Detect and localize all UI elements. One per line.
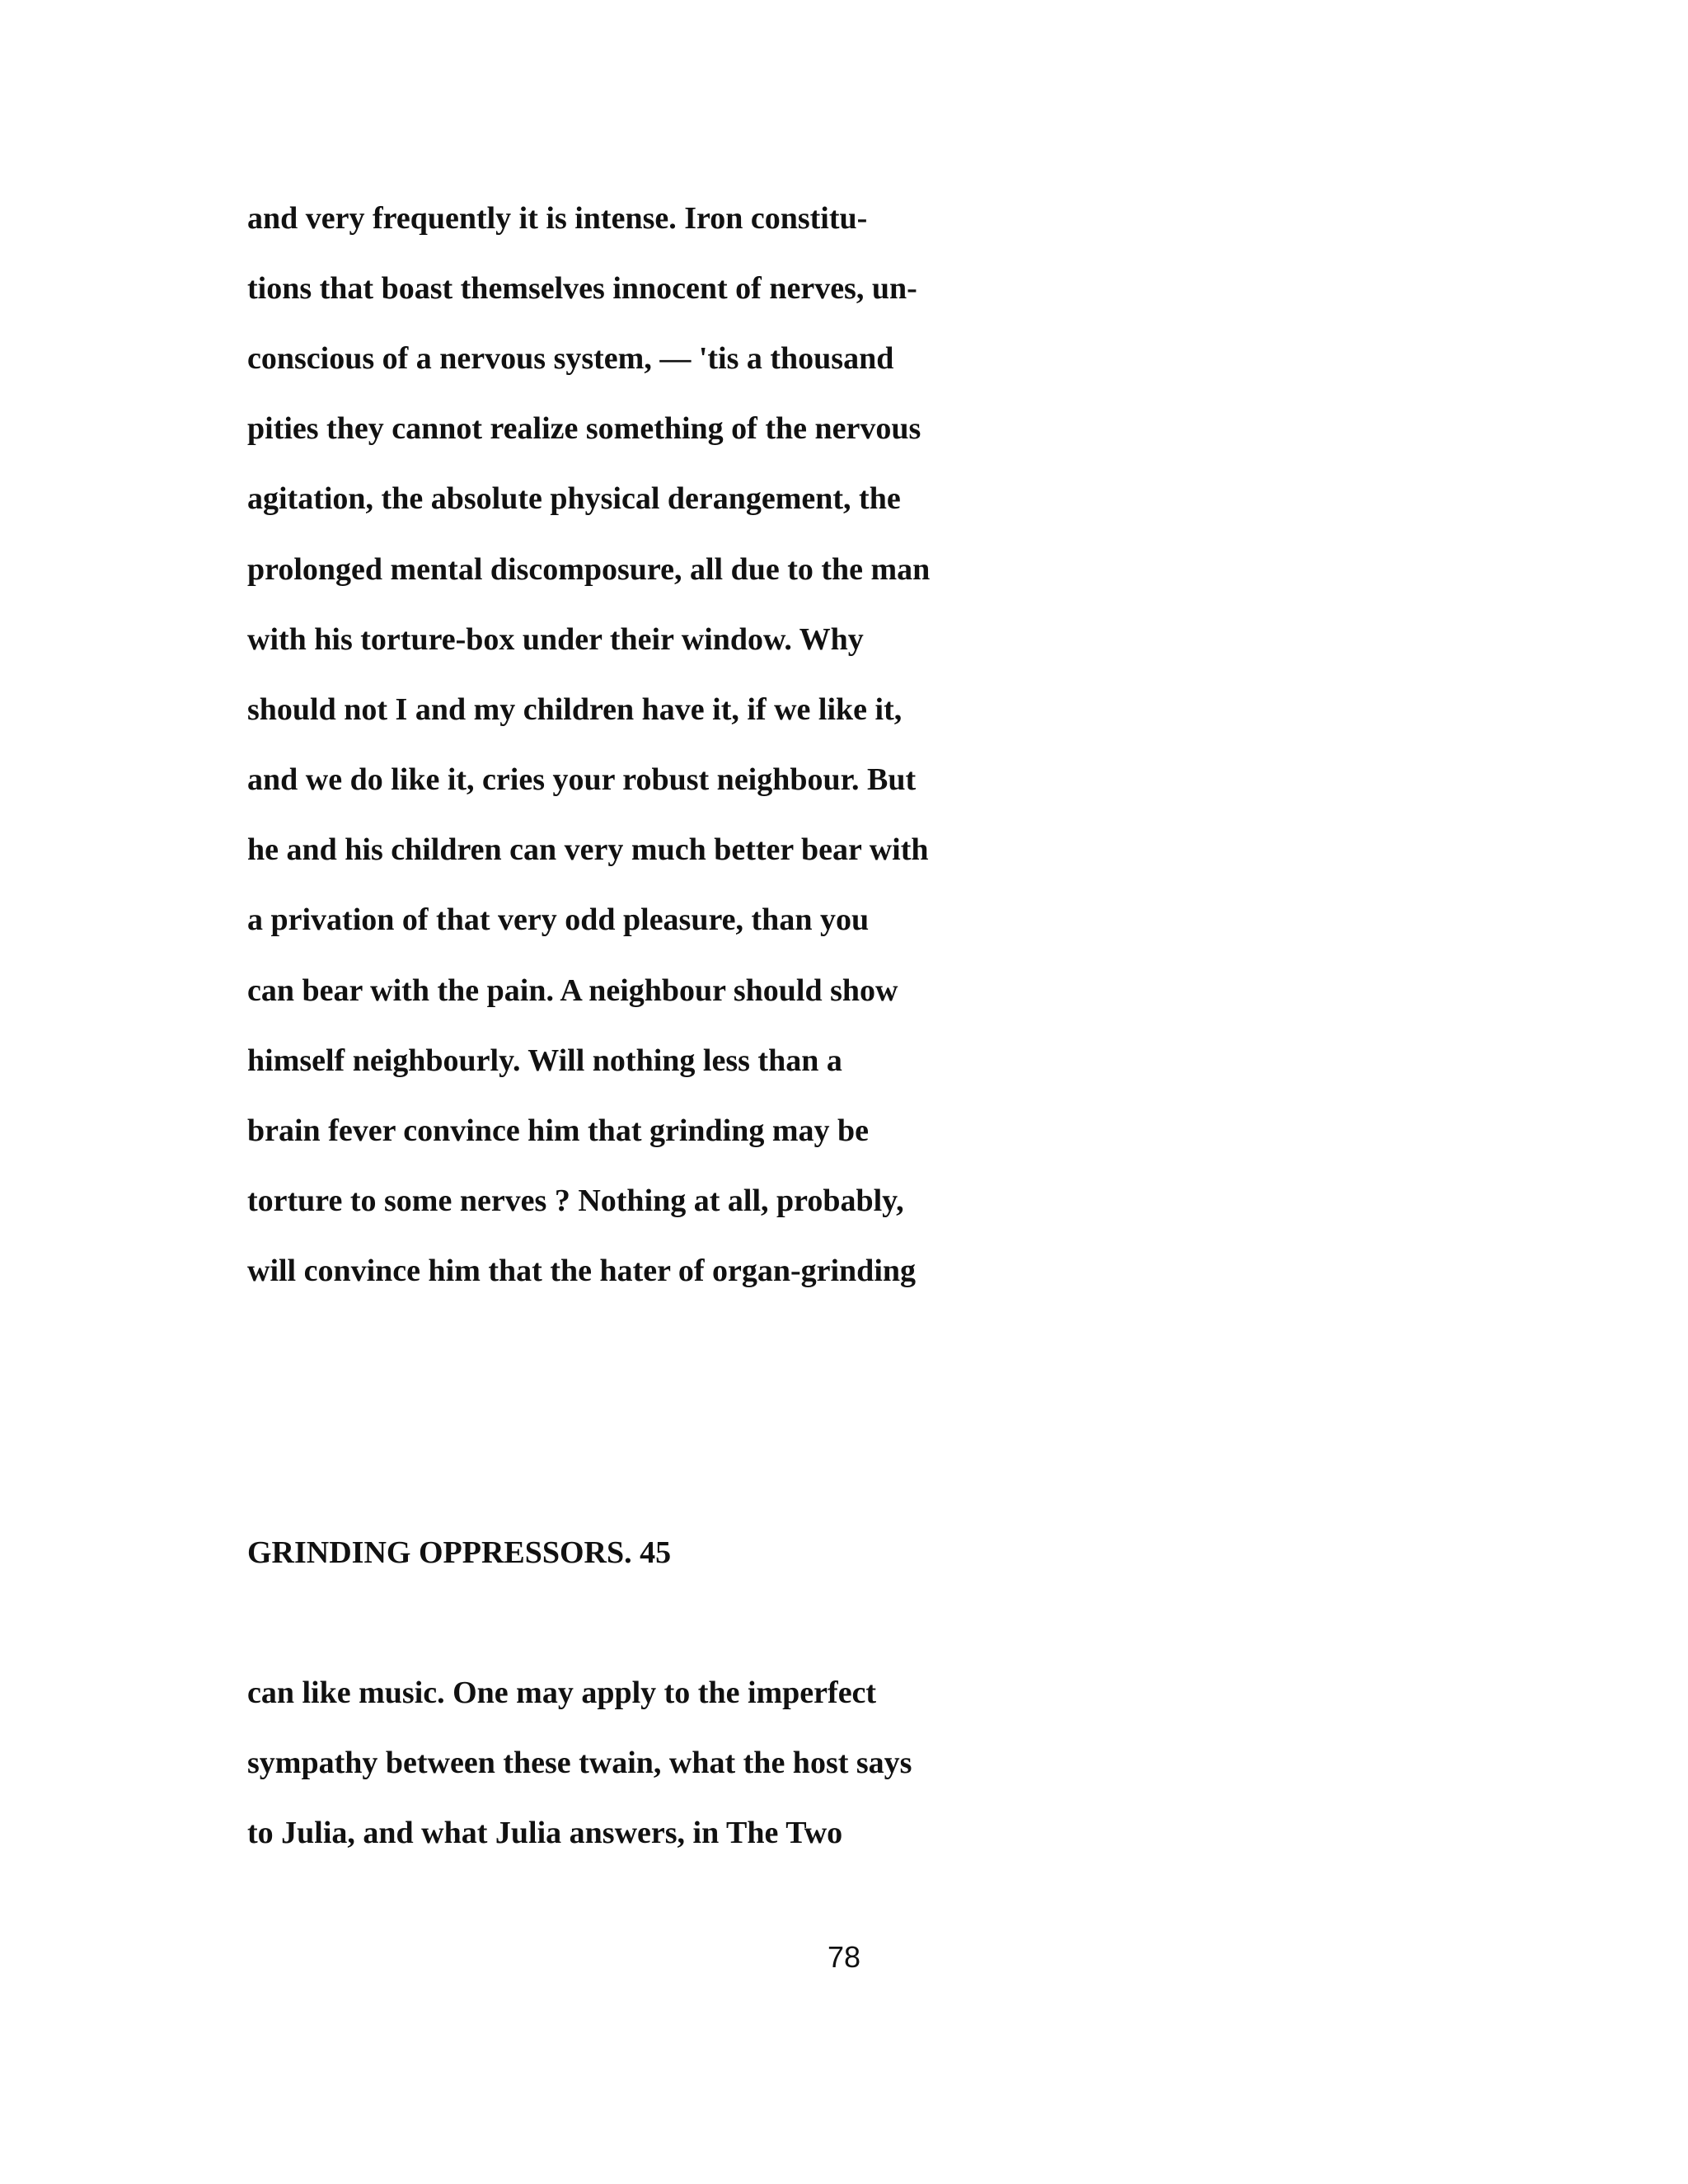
text-line: can like music. One may apply to the imperfect <box>247 1675 877 1710</box>
text-line: torture to some nerves ? Nothing at all, probably, <box>247 1183 904 1218</box>
text-line: a privation of that very odd pleasure, than you <box>247 902 870 937</box>
text-line: pities they cannot realize something of the nervous <box>247 411 921 446</box>
text-line: with his torture-box under their window. Why <box>247 622 864 657</box>
text-line: conscious of a nervous system, — 'tis a thousand <box>247 341 894 376</box>
text-line: agitation, the absolute physical derangement, the <box>247 481 901 516</box>
text-line: and we do like it, cries your robust neighbour. But <box>247 762 917 797</box>
text-line: and very frequently it is intense. Iron constitu- <box>247 201 868 236</box>
text-line: he and his children can very much better bear with <box>247 832 929 867</box>
text-line: should not I and my children have it, if we like it, <box>247 692 903 727</box>
text-line: will convince him that the hater of organ-grinding <box>247 1254 917 1288</box>
text-line: sympathy between these twain, what the host says <box>247 1746 912 1780</box>
text-line: prolonged mental discomposure, all due to the man <box>247 552 931 587</box>
text-line: brain fever convince him that grinding may be <box>247 1113 870 1148</box>
text-line: to Julia, and what Julia answers, in The Two <box>247 1816 843 1850</box>
text-line: tions that boast themselves innocent of nerves, un- <box>247 271 917 306</box>
text-line: himself neighbourly. Will nothing less than a <box>247 1043 842 1078</box>
running-head: GRINDING OPPRESSORS. 45 <box>247 1535 672 1570</box>
text-line: can bear with the pain. A neighbour should show <box>247 973 898 1008</box>
page-number: 78 <box>827 1940 861 1974</box>
